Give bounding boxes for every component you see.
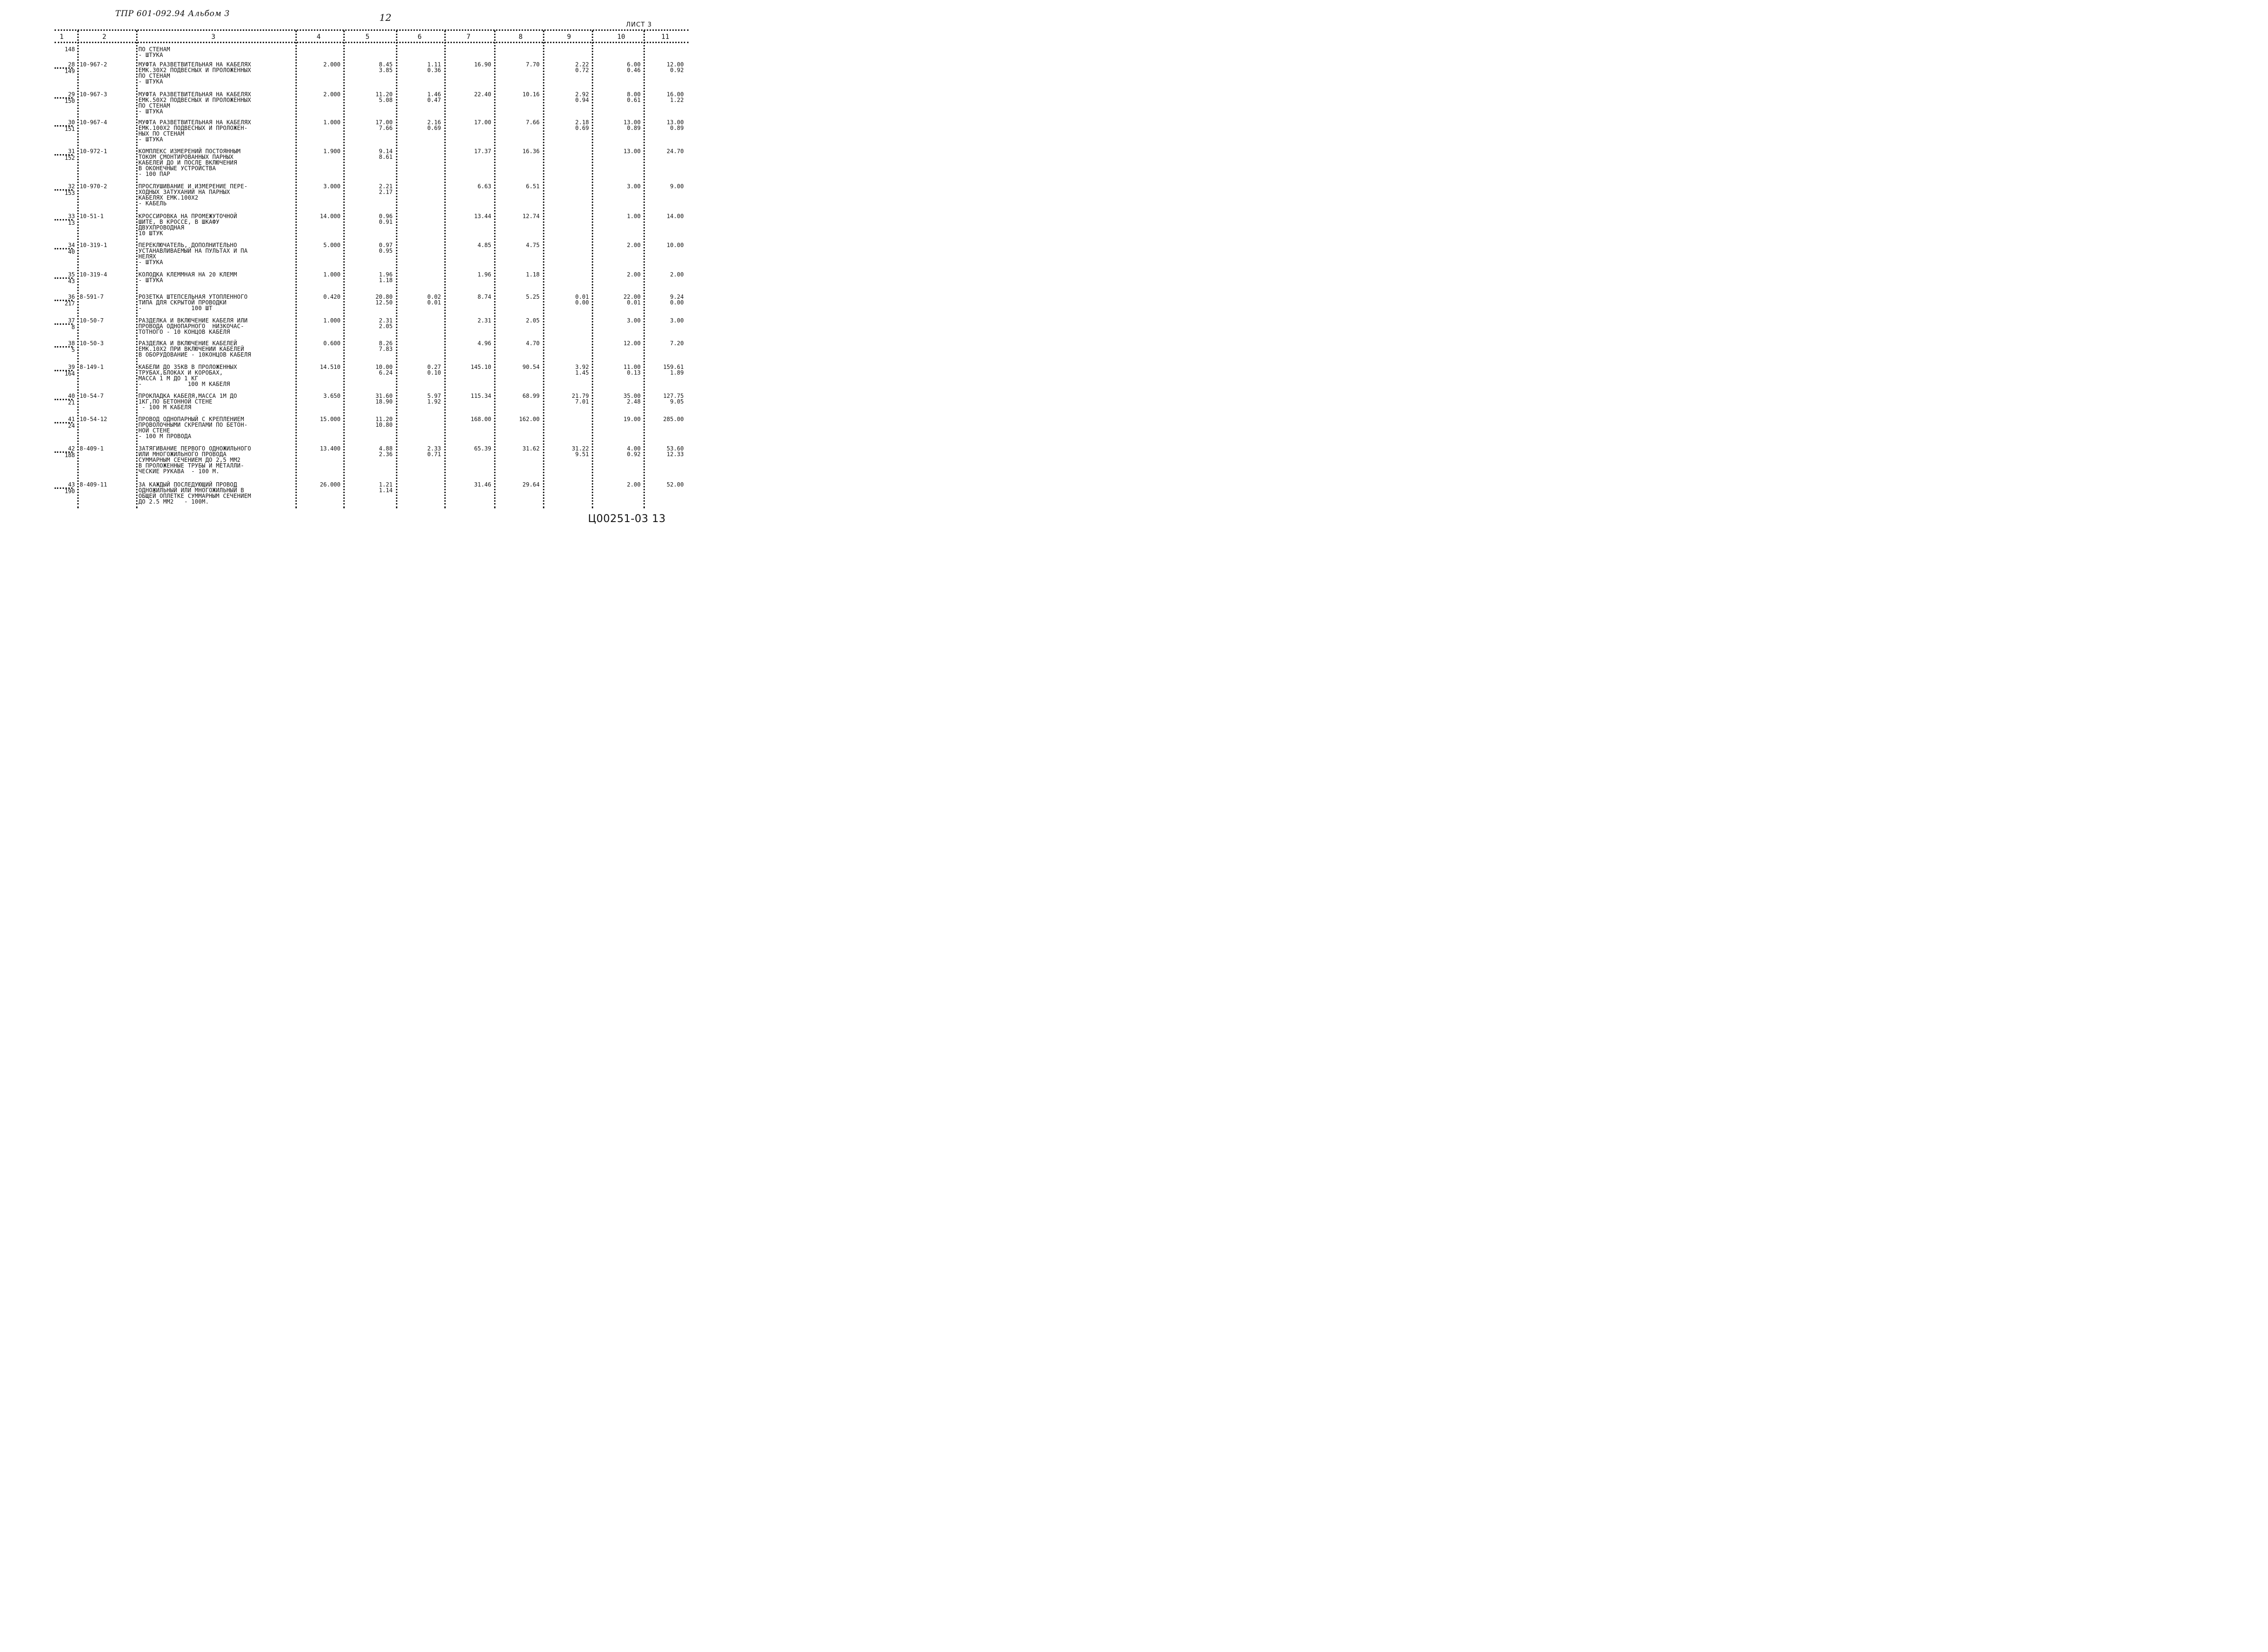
cell-idx-bottom: 149: [64, 68, 75, 74]
cell-idx-top: 38: [68, 340, 75, 347]
cell-c4: 14.000: [320, 213, 340, 220]
cell-c6: 1.46 0.47: [427, 91, 441, 103]
column-divider: [494, 30, 496, 508]
cell-c11: 12.00 0.92: [666, 61, 684, 73]
cell-idx-top: 40: [68, 393, 75, 399]
cell-idx-bottom: 40: [68, 248, 75, 255]
cell-c10: 22.00 0.01: [623, 294, 641, 306]
cell-c7: 13.44: [474, 213, 491, 220]
cell-c9: 21.79 7.01: [571, 393, 589, 405]
cell-idx-top: 35: [68, 271, 75, 278]
row-index-separator: [55, 346, 73, 348]
cell-idx-bottom: 43: [68, 278, 75, 285]
column-divider: [77, 30, 79, 508]
cell-idx-bottom: 153: [64, 190, 75, 196]
cell-desc: ПРОКЛАДКА КАБЕЛЯ,МАССА 1М ДО 1КГ,ПО БЕТОННОЙ СТЕНЕ - 100 М КАБЕЛЯ: [138, 393, 237, 411]
cell-c9: 3.92 1.45: [575, 364, 589, 376]
cell-c4: 1.000: [323, 271, 340, 278]
column-header-7: 7: [466, 33, 471, 41]
cell-c10: 3.00: [627, 183, 641, 190]
cell-desc: ЗА КАЖДЫЙ ПОСЛЕДУЮЩИЙ ПРОВОД ОДНОЖИЛЬНЫЙ ИЛИ МНОГОЖИЛЬНЫЙ В ОБЩЕЙ ОПЛЕТКЕ СУММАРНЫМ СЕЧЕНИЕМ ДО 2.5 ММ2 - 100М.: [138, 481, 251, 505]
cell-c11: 10.00: [666, 242, 684, 248]
cell-c4: 26.000: [320, 481, 340, 488]
cell-idx-bottom: 13: [68, 220, 75, 226]
cell-desc: РАЗДЕЛКА И ВКЛЮЧЕНИЕ КАБЕЛЯ ИЛИ ПРОВОДА ОДНОПАРНОГО НИЗКОЧАС- ТОТНОГО - 10 КОНЦОВ КАБЕЛЯ: [138, 317, 248, 335]
cell-c7: 8.74: [477, 294, 491, 300]
cell-idx-top: 41: [68, 416, 75, 422]
cell-c8: 12.74: [522, 213, 540, 220]
cell-desc: МУФТА РАЗВЕТВИТЕЛЬНАЯ НА КАБЕЛЯХ ЕМК.100Х2 ПОДВЕСНЫХ И ПРОЛОЖЕН- НЫХ ПО СТЕНАМ - ШТУКА: [138, 119, 251, 143]
cell-desc: МУФТА РАЗВЕТВИТЕЛЬНАЯ НА КАБЕЛЯХ ЕМК.50Х2 ПОДВЕСНЫХ И ПРОЛОЖЕННЫХ ПО СТЕНАМ - ШТУКА: [138, 91, 251, 115]
cell-idx-bottom: 190: [64, 488, 75, 495]
cell-idx-bottom: 24: [68, 422, 75, 429]
column-divider: [643, 30, 645, 508]
cell-idx-top: 42: [68, 445, 75, 452]
footer-code: Ц00251-03 13: [588, 513, 666, 525]
column-header-1: 1: [59, 33, 64, 41]
cell-idx-top: 148: [64, 46, 75, 53]
cell-c8: 90.54: [522, 364, 540, 370]
row-index-separator: [55, 189, 73, 191]
row-index-separator: [55, 154, 73, 156]
cell-idx-top: 34: [68, 242, 75, 248]
cell-c5: 20.80 12.50: [375, 294, 393, 306]
cell-c8: 7.70: [526, 61, 540, 68]
cell-c11: 159.61 1.89: [663, 364, 684, 376]
cell-idx-top: 28: [68, 61, 75, 68]
cell-idx-bottom: 5: [71, 347, 75, 353]
cell-c6: 2.33 0.71: [427, 445, 441, 458]
row-index-separator: [55, 487, 73, 489]
cell-c8: 16.36: [522, 148, 540, 155]
cell-c7: 31.46: [474, 481, 491, 488]
cell-c9: 2.18 0.69: [575, 119, 589, 131]
row-index-separator: [55, 219, 73, 220]
cell-c11: 52.00: [666, 481, 684, 488]
row-index-separator: [55, 248, 73, 249]
row-index-separator: [55, 300, 73, 301]
header-bottom-rule: [55, 42, 689, 43]
row-index-separator: [55, 277, 73, 279]
cell-c10: 2.00: [627, 242, 641, 248]
column-divider: [136, 30, 138, 508]
cell-idx-top: 43: [68, 481, 75, 488]
cell-code: 10-319-1: [80, 242, 107, 248]
cell-c4: 15.000: [320, 416, 340, 422]
cell-c4: 2.000: [323, 61, 340, 68]
cell-desc: РОЗЕТКА ШТЕПСЕЛЬНАЯ УТОПЛЕННОГО ТИПА ДЛЯ СКРЫТОЙ ПРОВОДКИ - 100 ШТ: [138, 294, 248, 312]
cell-c11: 127.75 9.05: [663, 393, 684, 405]
cell-c5: 2.21 2.17: [379, 183, 393, 195]
cell-code: 8-149-1: [80, 364, 104, 370]
cell-c7: 4.85: [477, 242, 491, 248]
cell-c5: 2.31 2.05: [379, 317, 393, 330]
column-header-3: 3: [211, 33, 216, 41]
cell-c5: 17.00 7.66: [375, 119, 393, 131]
row-index-separator: [55, 97, 73, 99]
cell-desc: КОЛОДКА КЛЕММНАЯ НА 20 КЛЕММ - ШТУКА: [138, 271, 237, 284]
cell-c6: 1.11 0.36: [427, 61, 441, 73]
cell-c10: 1.00: [627, 213, 641, 220]
cell-code: 10-51-1: [80, 213, 104, 220]
cell-c4: 3.000: [323, 183, 340, 190]
cell-c10: 12.00: [623, 340, 641, 347]
cell-c5: 9.14 8.61: [379, 148, 393, 160]
column-divider: [396, 30, 397, 508]
cell-c11: 9.24 0.00: [670, 294, 684, 306]
cell-desc: КАБЕЛИ ДО 35КВ В ПРОЛОЖЕННЫХ ТРУБАХ,БЛОКАХ И КОРОБАХ, МАССА 1 М ДО 1 КГ - 100 М КАБЕЛЯ: [138, 364, 237, 387]
cell-c11: 16.00 1.22: [666, 91, 684, 103]
cell-idx-top: 31: [68, 148, 75, 155]
cell-code: 8-409-1: [80, 445, 104, 452]
row-index-separator: [55, 125, 73, 127]
cell-c8: 6.51: [526, 183, 540, 190]
cell-c5: 1.21 1.14: [379, 481, 393, 494]
cell-code: 10-967-3: [80, 91, 107, 98]
cell-c8: 1.18: [526, 271, 540, 278]
row-index-separator: [55, 399, 73, 400]
cell-c9: 2.22 0.72: [575, 61, 589, 73]
cell-c4: 1.000: [323, 119, 340, 126]
cell-code: 10-54-12: [80, 416, 107, 422]
cell-code: 10-972-1: [80, 148, 107, 155]
cell-desc: КОМПЛЕКС ИЗМЕРЕНИЙ ПОСТОЯННЫМ ТОКОМ СМОНТИРОВАННЫХ ПАРНЫХ КАБЕЛЕЙ ДО И ПОСЛЕ ВКЛЮЧЕНИЯ В ОКОНЕЧНЫЕ УСТРОЙСТВА - 100 ПАР: [138, 148, 241, 177]
cell-desc: ЗАТЯГИВАНИЕ ПЕРВОГО ОДНОЖИЛЬНОГО ИЛИ МНОГОЖИЛЬНОГО ПРОВОДА СУММАРНЫМ СЕЧЕНИЕМ ДО 2,5 ММ2 В ПРОЛОЖЕННЫЕ ТРУБЫ И МЕТАЛЛИ- ЧЕСКИЕ РУКАВА - 100 М.: [138, 445, 251, 475]
cell-c8: 162.00: [519, 416, 540, 422]
cell-c6: 5.97 1.92: [427, 393, 441, 405]
cell-c7: 22.40: [474, 91, 491, 98]
cell-c6: 0.27 0.10: [427, 364, 441, 376]
cell-c4: 0.420: [323, 294, 340, 300]
column-header-10: 10: [617, 33, 625, 41]
cell-idx-bottom: 151: [64, 126, 75, 132]
cell-c5: 10.00 6.24: [375, 364, 393, 376]
cell-idx-bottom: 150: [64, 98, 75, 104]
cell-c4: 14.510: [320, 364, 340, 370]
cell-idx-top: 30: [68, 119, 75, 126]
cell-idx-top: 36: [68, 294, 75, 300]
column-header-6: 6: [417, 33, 422, 41]
column-divider: [343, 30, 345, 508]
column-divider: [592, 30, 593, 508]
cell-c8: 29.64: [522, 481, 540, 488]
cell-c7: 4.96: [477, 340, 491, 347]
cell-code: 10-967-2: [80, 61, 107, 68]
cell-c9: 31.22 9.51: [571, 445, 589, 458]
cell-code: 10-54-7: [80, 393, 104, 399]
table-top-rule: [55, 29, 689, 31]
cell-c10: 19.00: [623, 416, 641, 422]
cell-c5: 1.96 1.18: [379, 271, 393, 284]
cell-c10: 8.00 0.61: [627, 91, 641, 103]
cell-code: 10-970-2: [80, 183, 107, 190]
cell-c11: 14.00: [666, 213, 684, 220]
row-index-separator: [55, 451, 73, 453]
cell-c4: 2.000: [323, 91, 340, 98]
cell-c7: 65.39: [474, 445, 491, 452]
cell-c11: 3.00: [670, 317, 684, 324]
cell-code: 10-50-3: [80, 340, 104, 347]
column-divider: [444, 30, 446, 508]
cell-c7: 115.34: [470, 393, 491, 399]
cell-c5: 0.97 0.95: [379, 242, 393, 254]
column-header-2: 2: [102, 33, 107, 41]
cell-c8: 10.16: [522, 91, 540, 98]
cell-c11: 24.70: [666, 148, 684, 155]
cell-c7: 1.96: [477, 271, 491, 278]
cell-c8: 68.99: [522, 393, 540, 399]
cell-idx-top: 39: [68, 364, 75, 370]
document-title: ТПР 601-092.94 Альбом 3: [115, 9, 230, 18]
cell-c7: 168.00: [470, 416, 491, 422]
cell-desc: КРОССИРОВКА НА ПРОМЕЖУТОЧНОЙ ШИТЕ, В КРОССЕ, В ШКАФУ ДВУХПРОВОДНАЯ 10 ШТУК: [138, 213, 237, 237]
cell-c11: 53.60 12.33: [666, 445, 684, 458]
cell-c10: 6.00 0.46: [627, 61, 641, 73]
cell-c10: 2.00: [627, 481, 641, 488]
cell-c10: 2.00: [627, 271, 641, 278]
cell-c8: 4.70: [526, 340, 540, 347]
cell-c8: 2.05: [526, 317, 540, 324]
cell-idx-bottom: 188: [64, 452, 75, 459]
cell-idx-bottom: 8: [71, 324, 75, 330]
cell-c5: 0.96 0.91: [379, 213, 393, 225]
cell-c10: 13.00: [623, 148, 641, 155]
cell-c10: 3.00: [627, 317, 641, 324]
cell-c11: 7.20: [670, 340, 684, 347]
cell-c8: 4.75: [526, 242, 540, 248]
cell-idx-top: 33: [68, 213, 75, 220]
cell-desc: ПЕРЕКЛЮЧАТЕЛЬ, ДОПОЛНИТЕЛЬНО УСТАНАВЛИВАЕМЫЙ НА ПУЛЬТАХ И ПА НЕЛЯХ - ШТУКА: [138, 242, 248, 266]
cell-code: 10-50-7: [80, 317, 104, 324]
cell-c4: 0.600: [323, 340, 340, 347]
row-index-separator: [55, 422, 73, 423]
cell-c4: 1.000: [323, 317, 340, 324]
cell-c10: 11.00 0.13: [623, 364, 641, 376]
cell-c7: 2.31: [477, 317, 491, 324]
cell-c4: 3.650: [323, 393, 340, 399]
cell-c4: 5.000: [323, 242, 340, 248]
cell-c5: 11.20 10.80: [375, 416, 393, 428]
cell-desc: ПО СТЕНАМ - ШТУКА: [138, 46, 170, 58]
column-header-9: 9: [567, 33, 571, 41]
cell-idx-bottom: 217: [64, 300, 75, 307]
cell-c10: 13.00 0.89: [623, 119, 641, 131]
cell-desc: ПРОСЛУШИВАНИЕ И ИЗМЕРЕНИЕ ПЕРЕ- ХОДНЫХ ЗАТУХАНИЙ НА ПАРНЫХ КАБЕЛЯХ ЕМК.100Х2 - КАБЕЛЬ: [138, 183, 248, 207]
cell-c11: 2.00: [670, 271, 684, 278]
sheet-label: ЛИСТ 3: [626, 21, 652, 28]
cell-idx-top: 29: [68, 91, 75, 98]
cell-c5: 31.60 18.90: [375, 393, 393, 405]
column-header-5: 5: [365, 33, 370, 41]
cell-c5: 11.20 5.08: [375, 91, 393, 103]
cell-c9: 2.92 0.94: [575, 91, 589, 103]
cell-c9: 0.01 0.00: [575, 294, 589, 306]
cell-idx-bottom: 164: [64, 370, 75, 377]
column-divider: [543, 30, 544, 508]
cell-c7: 16.90: [474, 61, 491, 68]
cell-c8: 7.66: [526, 119, 540, 126]
cell-c4: 13.400: [320, 445, 340, 452]
page-number: 12: [379, 12, 392, 23]
cell-c4: 1.900: [323, 148, 340, 155]
cell-c7: 6.63: [477, 183, 491, 190]
cell-c11: 9.00: [670, 183, 684, 190]
cell-c7: 17.00: [474, 119, 491, 126]
row-index-separator: [55, 370, 73, 371]
cell-c7: 145.10: [470, 364, 491, 370]
cell-c10: 35.00 2.48: [623, 393, 641, 405]
cell-idx-bottom: 21: [68, 399, 75, 406]
cell-c7: 17.37: [474, 148, 491, 155]
cell-c6: 2.16 0.69: [427, 119, 441, 131]
cell-idx-top: 32: [68, 183, 75, 190]
row-index-separator: [55, 323, 73, 325]
column-header-8: 8: [518, 33, 523, 41]
cell-idx-bottom: 152: [64, 155, 75, 161]
cell-c8: 31.62: [522, 445, 540, 452]
cell-c6: 0.02 0.01: [427, 294, 441, 306]
cell-c5: 4.88 2.36: [379, 445, 393, 458]
cell-c5: 8.45 3.85: [379, 61, 393, 73]
cell-code: 10-967-4: [80, 119, 107, 126]
cell-code: 8-409-11: [80, 481, 107, 488]
cell-c5: 8.26 7.83: [379, 340, 393, 352]
cell-idx-top: 37: [68, 317, 75, 324]
cell-c8: 5.25: [526, 294, 540, 300]
cell-desc: РАЗДЕЛКА И ВКЛЮЧЕНИЕ КАБЕЛЕЙ ЕМК.10Х2 ПРИ ВКЛЮЧЕНИИ КАБЕЛЕЙ В ОБОРУДОВАНИЕ - 10КОНЦОВ КАБЕЛЯ: [138, 340, 251, 358]
cell-code: 10-319-4: [80, 271, 107, 278]
row-index-separator: [55, 67, 73, 69]
column-divider: [295, 30, 297, 508]
column-header-4: 4: [316, 33, 321, 41]
cell-code: 8-591-7: [80, 294, 104, 300]
cell-c11: 13.00 0.89: [666, 119, 684, 131]
column-header-11: 11: [661, 33, 670, 41]
cell-c10: 4.00 0.92: [627, 445, 641, 458]
cell-desc: ПРОВОД ОДНОПАРНЫЙ С КРЕПЛЕНИЕМ ПРОВОЛОЧНЫМИ СКРЕПАМИ ПО БЕТОН- НОЙ СТЕНЕ - 100 М ПРОВОДА: [138, 416, 248, 440]
cell-c11: 285.00: [663, 416, 684, 422]
cell-desc: МУФТА РАЗВЕТВИТЕЛЬНАЯ НА КАБЕЛЯХ ЕМК.30Х2 ПОДВЕСНЫХ И ПРОЛОЖЕННЫХ ПО СТЕНАМ - ШТУКА: [138, 61, 251, 85]
